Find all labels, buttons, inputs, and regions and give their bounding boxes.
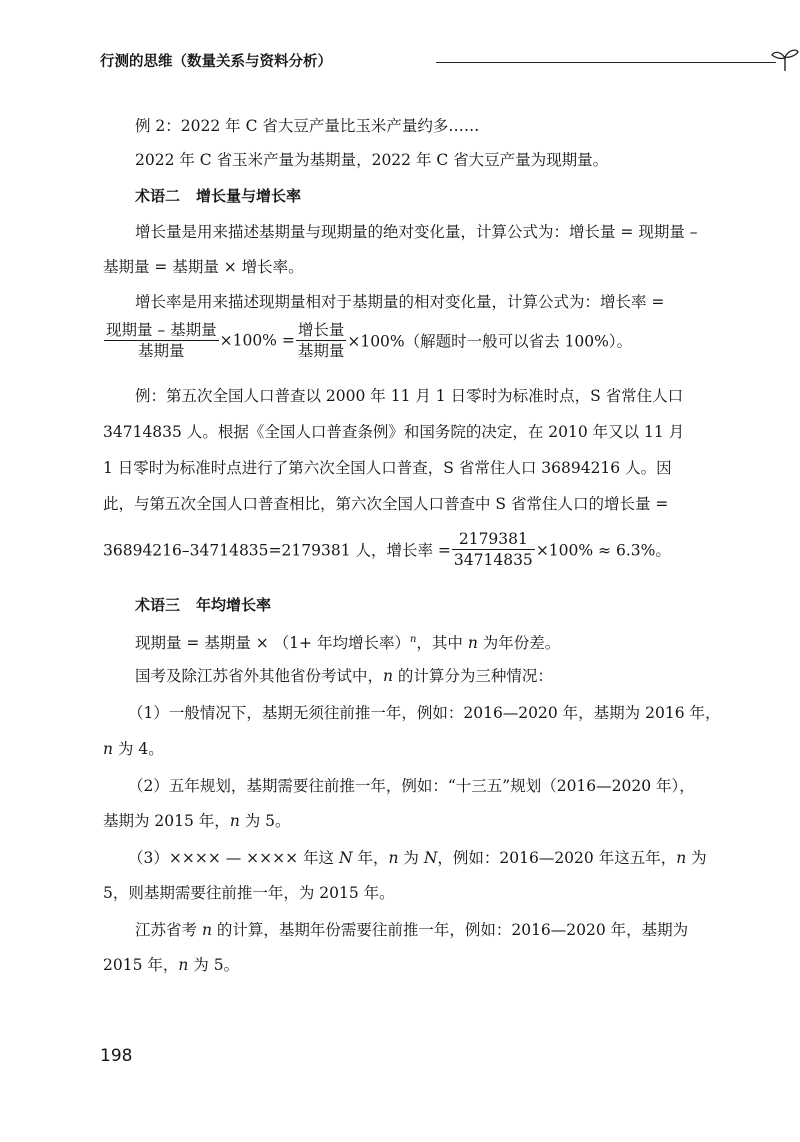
line-head: 江苏省考 bbox=[135, 921, 202, 939]
running-header bbox=[100, 48, 700, 76]
formula-tail: ×100%（解题时一般可以省去 100%）。 bbox=[347, 332, 633, 351]
variable-n: n bbox=[103, 740, 113, 758]
line-head: 基期为 2015 年， bbox=[103, 812, 230, 830]
formula-head: 现期量 = 基期量 × （1+ 年均增长率） bbox=[135, 634, 410, 653]
sprout-icon bbox=[770, 46, 800, 72]
line-tail: 为 4。 bbox=[112, 740, 164, 758]
case2-line2 bbox=[103, 811, 291, 831]
variable-n: n bbox=[178, 956, 189, 974]
growth-rate-line1: 增长率是用来描述现期量相对于基期量的相对变化量，计算公式为：增长率 = bbox=[135, 293, 665, 311]
variable-n: n bbox=[676, 849, 687, 867]
census-line4: 此，与第五次全国人口普查相比，第六次全国人口普查中 S 省常住人口的增长量 = bbox=[103, 495, 669, 513]
variable-n: n bbox=[467, 634, 478, 653]
formula-tail: ×100% ≈ 6.3%。 bbox=[535, 541, 671, 560]
formula-tail: 为年份差。 bbox=[477, 634, 561, 653]
line-mid: 为 bbox=[398, 849, 424, 867]
variable-N: N bbox=[423, 849, 438, 867]
variable-n: n bbox=[383, 667, 393, 685]
variable-n: n bbox=[201, 921, 212, 939]
formula-head: 36894216–34714835=2179381 人，增长率 = bbox=[103, 541, 451, 560]
line-tail: 为 5。 bbox=[239, 812, 291, 830]
case3-line2: 5，则基期需要往前推一年，为 2015 年。 bbox=[103, 884, 395, 902]
census-line1: 例：第五次全国人口普查以 2000 年 11 月 1 日零时为标准时点，S 省常住人口 bbox=[135, 387, 684, 405]
line-head: 国考及除江苏省外其他省份考试中， bbox=[135, 667, 384, 685]
header-rule bbox=[436, 62, 776, 63]
avg-growth-formula bbox=[135, 630, 560, 653]
line-mid: 年， bbox=[352, 849, 389, 867]
national-exam-line bbox=[135, 666, 553, 686]
fraction-numerator: 现期量 – 基期量 bbox=[106, 321, 217, 339]
header-title: 行测的思维（数量关系与资料分析） bbox=[100, 54, 332, 70]
fraction-numerator: 2179381 bbox=[452, 530, 535, 550]
term2-heading bbox=[135, 185, 301, 206]
census-line3: 1 日零时为标准时点进行了第六次全国人口普查，S 省常住人口 36894216 人。因 bbox=[103, 459, 672, 477]
fraction-growth-rate bbox=[452, 530, 535, 569]
line-head: （3）×××× — ×××× 年这 bbox=[128, 849, 339, 867]
term2-label: 术语二 bbox=[135, 187, 181, 205]
fraction-numerator: 增长量 bbox=[297, 321, 345, 339]
term3-heading bbox=[135, 594, 271, 615]
example2-line2: 2022 年 C 省玉米产量为基期量，2022 年 C 省大豆产量为现期量。 bbox=[135, 151, 609, 169]
growth-rate-formula bbox=[103, 321, 632, 360]
term2-title: 增长量与增长率 bbox=[196, 187, 302, 205]
example2-line1: 例 2：2022 年 C 省大豆产量比玉米产量约多…… bbox=[135, 117, 480, 135]
variable-n: n bbox=[388, 849, 399, 867]
case1-line2 bbox=[103, 739, 164, 759]
case1-line1: （1）一般情况下，基期无须往前推一年，例如：2016—2020 年，基期为 2016 年， bbox=[128, 704, 721, 722]
jiangsu-line1 bbox=[135, 920, 688, 940]
fraction-denominator: 34714835 bbox=[453, 551, 533, 569]
growth-amount-line2: 基期量 = 基期量 × 增长率。 bbox=[103, 258, 304, 276]
line-head: 2015 年， bbox=[103, 956, 179, 974]
case2-line1: （2）五年规划，基期需要往前推一年，例如：“十三五”规划（2016—2020 年）， bbox=[128, 777, 695, 795]
fraction-denominator: 基期量 bbox=[297, 342, 345, 360]
term3-label: 术语三 bbox=[135, 596, 181, 614]
variable-n: n bbox=[229, 812, 240, 830]
fraction-denominator: 基期量 bbox=[138, 342, 185, 360]
census-line2: 34714835 人。根据《全国人口普查条例》和国务院的决定，在 2010 年又以 11 月 bbox=[103, 423, 685, 441]
variable-N: N bbox=[338, 849, 353, 867]
fraction-growth-over-base bbox=[296, 321, 347, 360]
line-tail: 为 bbox=[686, 849, 707, 867]
formula-mid: ，其中 bbox=[416, 634, 468, 653]
line-tail: 的计算分为三种情况： bbox=[393, 667, 553, 685]
formula-operator: ×100% = bbox=[219, 331, 295, 350]
line-mid: ，例如：2016—2020 年这五年， bbox=[437, 849, 677, 867]
term3-title: 年均增长率 bbox=[196, 596, 272, 614]
line-tail: 为 5。 bbox=[188, 956, 240, 974]
fraction-current-minus-base bbox=[104, 321, 219, 360]
exponent-n: n bbox=[409, 634, 417, 645]
growth-rate-example-formula bbox=[103, 530, 671, 569]
growth-amount-line1: 增长量是用来描述基期量与现期量的绝对变化量，计算公式为：增长量 = 现期量 – bbox=[135, 223, 698, 241]
line-tail: 的计算，基期年份需要往前推一年，例如：2016—2020 年，基期为 bbox=[211, 921, 689, 939]
case3-line1 bbox=[128, 848, 707, 868]
page-number: 198 bbox=[100, 1046, 133, 1066]
jiangsu-line2 bbox=[103, 955, 239, 975]
